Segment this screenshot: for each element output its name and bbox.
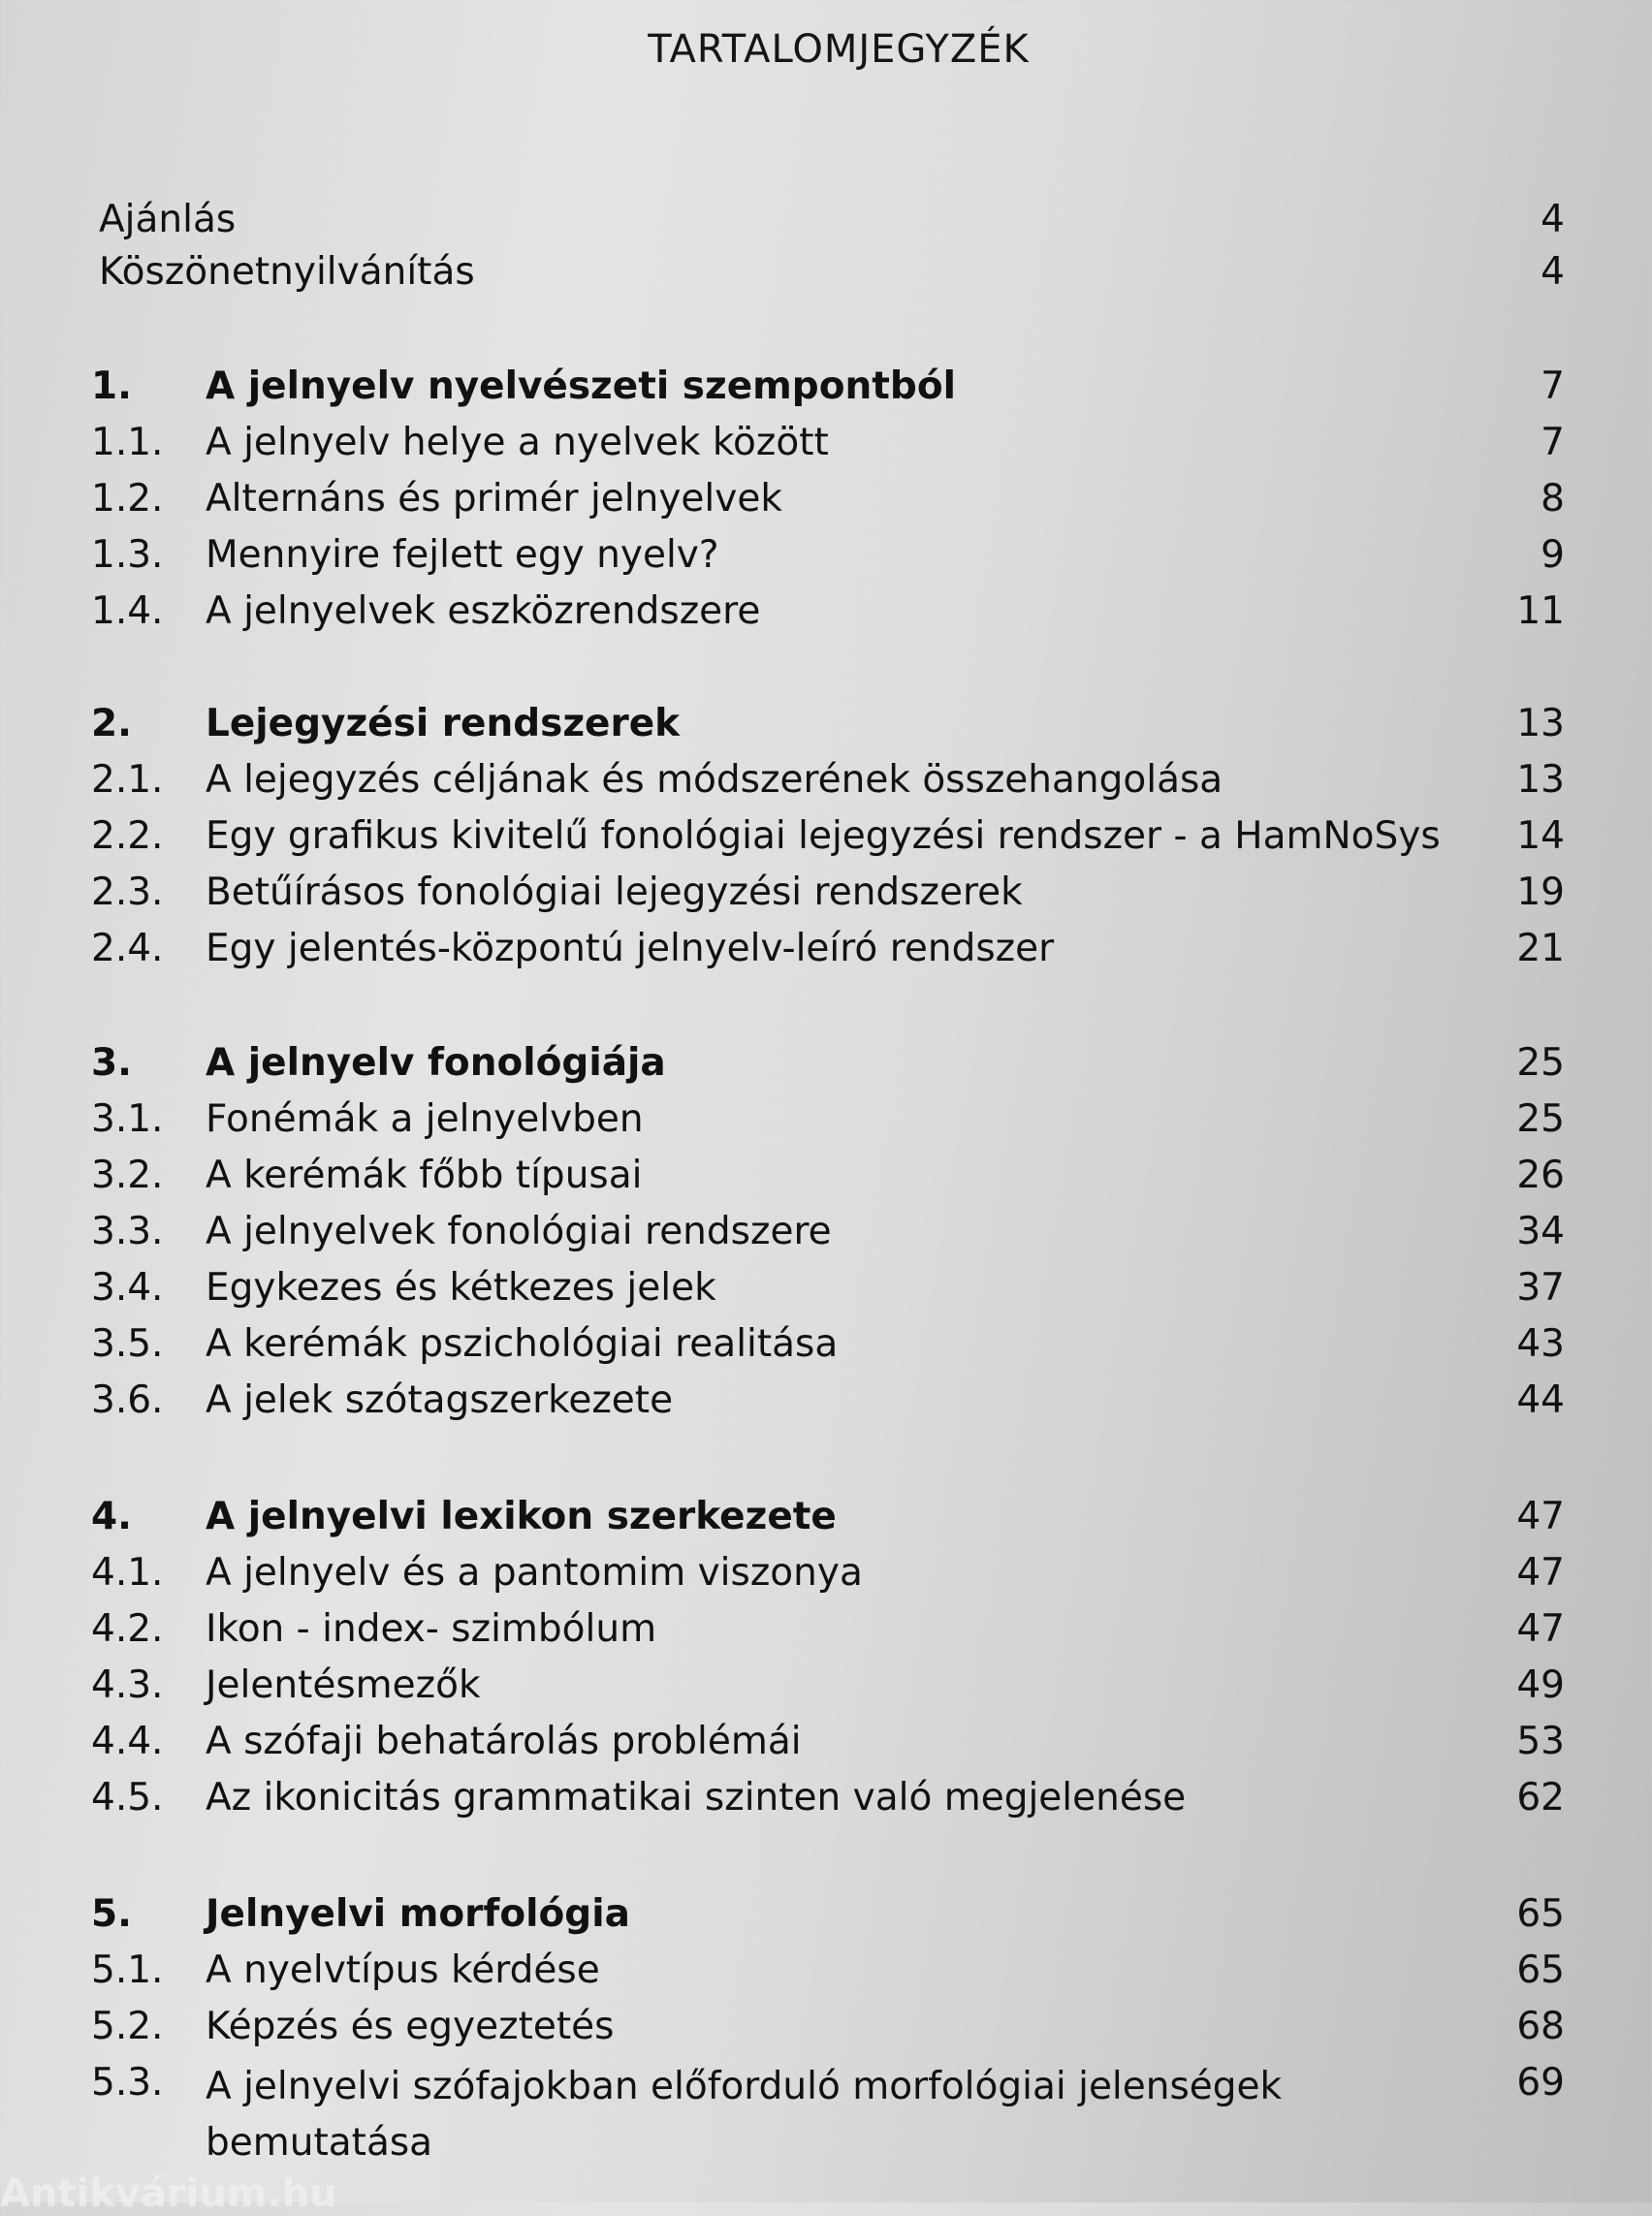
section-title: A nyelvtípus kérdése	[206, 1948, 600, 1992]
section-page: 47	[1516, 1607, 1565, 1651]
section-title: A lejegyzés céljának és módszerének összehangolása	[206, 758, 1223, 802]
section-title: A kerémák főbb típusai	[206, 1154, 643, 1197]
chapter-page: 65	[1516, 1892, 1565, 1936]
section-page: 14	[1516, 814, 1565, 858]
section-page: 69	[1516, 2061, 1565, 2105]
section-number: 3.3.	[91, 1210, 164, 1253]
section-title: A jelnyelv helye a nyelvek között	[206, 421, 829, 464]
chapter-title: A jelnyelv nyelvészeti szempontból	[206, 364, 956, 408]
section-title: Egy jelentés-központú jelnyelv-leíró rendszer	[206, 927, 1055, 970]
section-title: A jelek szótagszerkezete	[206, 1378, 674, 1422]
section-page: 25	[1516, 1097, 1565, 1141]
entry-label: Ajánlás	[99, 198, 237, 241]
section-page: 43	[1516, 1322, 1565, 1366]
section-page: 44	[1516, 1378, 1565, 1422]
section-title: Egy grafikus kivitelű fonológiai lejegyzési rendszer - a HamNoSys	[206, 814, 1441, 858]
chapter-number: 5.	[91, 1892, 132, 1936]
section-page: 49	[1516, 1663, 1565, 1707]
section-number: 2.1.	[91, 758, 164, 802]
section-number: 2.4.	[91, 927, 164, 970]
section-page: 8	[1541, 477, 1565, 521]
watermark-text: Antikvárium.hu	[0, 2171, 337, 2216]
section-number: 1.1.	[91, 421, 164, 464]
chapter-number: 4.	[91, 1495, 132, 1538]
section-number: 1.2.	[91, 477, 164, 521]
section-page: 13	[1516, 758, 1565, 802]
section-number: 4.3.	[91, 1663, 164, 1707]
section-page: 11	[1516, 589, 1565, 633]
entry-page: 4	[1541, 250, 1565, 294]
section-page: 19	[1516, 871, 1565, 914]
section-title: Alternáns és primér jelnyelvek	[206, 477, 782, 521]
section-number: 5.3.	[91, 2061, 164, 2105]
section-number: 3.6.	[91, 1378, 164, 1422]
section-number: 4.2.	[91, 1607, 164, 1651]
chapter-number: 3.	[91, 1041, 132, 1085]
section-number: 4.4.	[91, 1720, 164, 1763]
chapter-page: 7	[1541, 364, 1565, 408]
section-title: Egykezes és kétkezes jelek	[206, 1266, 716, 1310]
section-page: 62	[1516, 1776, 1565, 1820]
section-page: 34	[1516, 1210, 1565, 1253]
section-title: Ikon - index- szimbólum	[206, 1607, 657, 1651]
section-title: Mennyire fejlett egy nyelv?	[206, 533, 719, 577]
section-number: 5.2.	[91, 2005, 164, 2048]
section-title: A kerémák pszichológiai realitása	[206, 1322, 839, 1366]
section-title: A jelnyelvek fonológiai rendszere	[206, 1210, 832, 1253]
section-number: 2.2.	[91, 814, 164, 858]
section-number: 1.3.	[91, 533, 164, 577]
section-number: 3.2.	[91, 1154, 164, 1197]
entry-label: Köszönetnyilvánítás	[99, 250, 475, 294]
section-number: 4.5.	[91, 1776, 164, 1820]
section-page: 37	[1516, 1266, 1565, 1310]
section-title: Jelentésmezők	[206, 1663, 481, 1707]
section-page: 9	[1541, 533, 1565, 577]
section-number: 3.4.	[91, 1266, 164, 1310]
chapter-title: Lejegyzési rendszerek	[206, 702, 681, 745]
page-title: TARTALOMJEGYZÉK	[648, 27, 1030, 72]
chapter-title: Jelnyelvi morfológia	[206, 1892, 630, 1936]
section-title: Képzés és egyeztetés	[206, 2005, 615, 2048]
section-title: Fonémák a jelnyelvben	[206, 1097, 644, 1141]
section-page: 65	[1516, 1948, 1565, 1992]
chapter-page: 25	[1516, 1041, 1565, 1085]
chapter-page: 47	[1516, 1495, 1565, 1538]
section-number: 3.5.	[91, 1322, 164, 1366]
section-page: 21	[1516, 927, 1565, 970]
section-page: 26	[1516, 1154, 1565, 1197]
chapter-page: 13	[1516, 702, 1565, 745]
section-title: A jelnyelv és a pantomim viszonya	[206, 1551, 863, 1595]
section-number: 4.1.	[91, 1551, 164, 1595]
section-number: 5.1.	[91, 1948, 164, 1992]
chapter-title: A jelnyelvi lexikon szerkezete	[206, 1495, 837, 1538]
chapter-number: 1.	[91, 364, 132, 408]
section-page: 53	[1516, 1720, 1565, 1763]
section-title: A szófaji behatárolás problémái	[206, 1720, 802, 1763]
section-page: 7	[1541, 421, 1565, 464]
section-title: A jelnyelvek eszközrendszere	[206, 589, 761, 633]
section-number: 2.3.	[91, 871, 164, 914]
section-page: 68	[1516, 2005, 1565, 2048]
chapter-number: 2.	[91, 702, 132, 745]
chapter-title: A jelnyelv fonológiája	[206, 1041, 666, 1085]
section-title: Betűírásos fonológiai lejegyzési rendszerek	[206, 871, 1023, 914]
section-page: 47	[1516, 1551, 1565, 1595]
section-number: 1.4.	[91, 589, 164, 633]
section-title: Az ikonicitás grammatikai szinten való megjelenése	[206, 1776, 1187, 1820]
section-title: A jelnyelvi szófajokban előforduló morfológiai jelenségek bemutatása	[206, 2065, 1283, 2165]
entry-page: 4	[1541, 198, 1565, 241]
section-number: 3.1.	[91, 1097, 164, 1141]
